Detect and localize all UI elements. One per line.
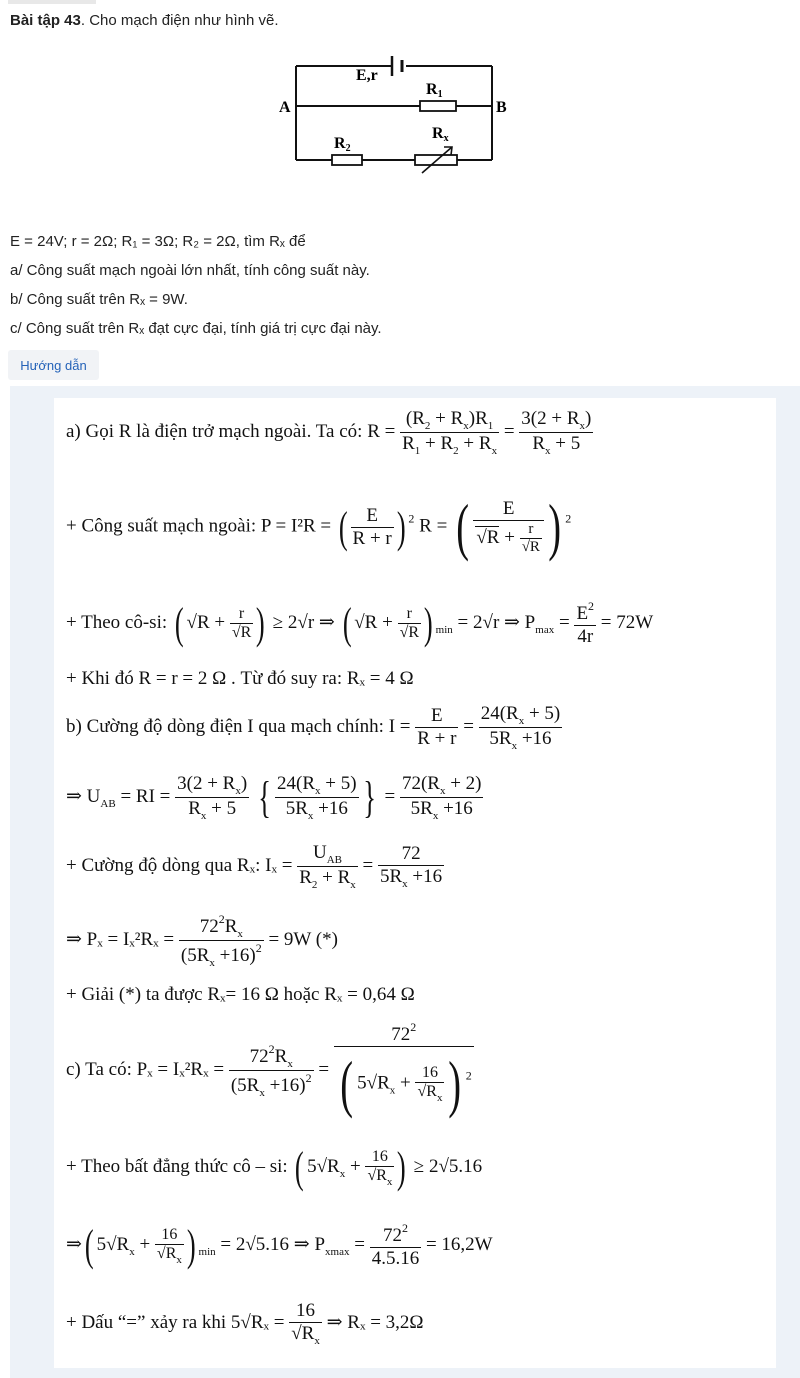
solution-a-cosi: + Theo cô-si: ( √R + $\frac{r}{√R}$ ) ≥ 2√r ⇒ ( √R + $\frac{r}{√R}$ ) $_{min}$ = 2√r ⇒ $P_{max}$ = $\frac{E^2}{4r}$ = 72W [66, 599, 654, 648]
rx-label: Rx [432, 125, 449, 144]
r1-label: R1 [426, 81, 443, 100]
solution-b-px: ⇒ Pₓ = Iₓ²Rₓ = $\frac{72^2R_x}{(5R_x +16)^2}$ = 9W (*) [66, 912, 338, 969]
solution-b-ix: + Cường độ dòng qua Rₓ: Iₓ = $U_{AB}$ $R_2 + R_x$ = $\frac{72}{5R_x +16}$ [66, 842, 443, 891]
node-b-label: B [496, 99, 507, 116]
top-tab [8, 0, 96, 4]
problem-title: Bài tập 43. Cho mạch điện như hình vẽ. [10, 12, 279, 29]
given-values: E = 24V; r = 2Ω; R₁ = 3Ω; R₂ = 2Ω, tìm Rₓ để [10, 233, 306, 250]
solution-c-equal: + Dấu “=” xảy ra khi 5√Rₓ = $\frac{16}{√R_x}$ ⇒ Rₓ = 3,2Ω [66, 1300, 424, 1347]
solution-a-when: + Khi đó R = r = 2 Ω . Từ đó suy ra: Rₓ = 4 Ω [66, 668, 414, 689]
circuit-diagram [270, 50, 530, 175]
guide-button[interactable]: Hướng dẫn [8, 350, 99, 380]
node-a-label: A [279, 99, 291, 116]
solution-b-uab: ⇒ $U_{AB}$ = RI = $\frac{3(2 + R_x)}{R_x + 5}$ { $\frac{24(R_x + 5)}{5R_x +16}$ } = $\frac{72(R_x + 2)}{5R_x +16}$ [66, 773, 482, 822]
question-b: b/ Công suất trên Rₓ = 9W. [10, 291, 188, 308]
solution-c-min: ⇒( $5√R_x$ + $\frac{16}{√R_x}$ ) $_{min}$ = 2√5.16 ⇒ $P_{xmax}$ = $\frac{72^2}{4.5.16}$ = 16,2W [66, 1221, 493, 1270]
solution-b-solve: + Giải (*) ta được Rₓ= 16 Ω hoặc Rₓ = 0,64 Ω [66, 984, 415, 1005]
solution-c-intro: c) Ta có: Pₓ = Iₓ²Rₓ = $\frac{72^2R_x}{(5R_x +16)^2}$ = $72^2$ ( $5√R_x$ + $\frac{16}{√R_x}$ ) $^2$ [66, 1020, 472, 1119]
source-label: E,r [356, 67, 378, 84]
question-a: a/ Công suất mạch ngoài lớn nhất, tính công suất này. [10, 262, 370, 279]
solution-a-power: + Công suất mạch ngoài: P = I²R = ( $\frac{E}{R + r}$ ) $^2$ R = ( E √R + $\frac{r}{√R}$ ) $^2$ [66, 491, 572, 562]
question-c: c/ Công suất trên Rₓ đạt cực đại, tính giá trị cực đại này. [10, 320, 382, 337]
solution-b-intro: b) Cường độ dòng điện I qua mạch chính: I = $\frac{E}{R + r}$ = $\frac{24(R_x + 5)}{5R_x +16}$ [66, 703, 561, 752]
r2-label: R2 [334, 135, 351, 154]
solution-a-intro: a) Gọi R là điện trở mạch ngoài. Ta có: R = $\frac{(R_2 + R_x)R_1}{R_1 + R_2 + R_x}$ = $\frac{3(2 + R_x)}{R_x + 5}$ [66, 408, 592, 457]
solution-c-cosi: + Theo bất đẳng thức cô – si: ( $5√R_x$ + $\frac{16}{√R_x}$ ) ≥ 2√5.16 [66, 1143, 483, 1192]
